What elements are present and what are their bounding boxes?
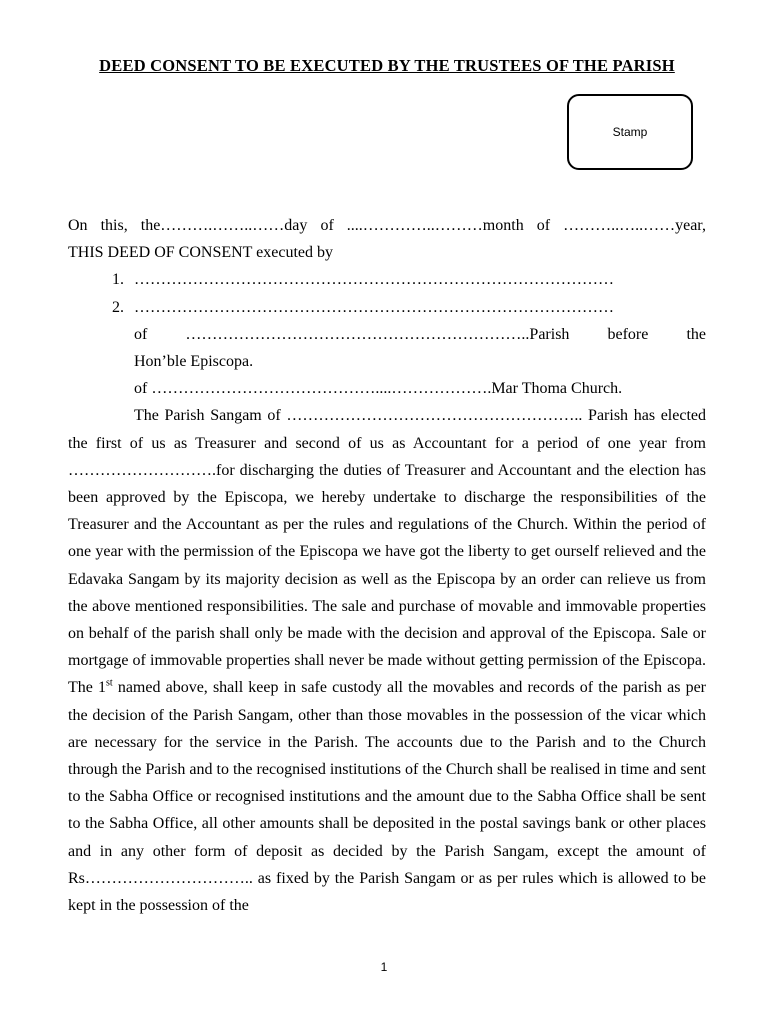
list-item: [68, 294, 706, 321]
list-blank: ………………………………………………………………………………: [134, 298, 614, 316]
document-title: DEED CONSENT TO BE EXECUTED BY THE TRUSTEES OF THE PARISH: [99, 56, 675, 75]
body-paragraph: [68, 402, 706, 919]
list-blank: ………………………………………………………………………………: [134, 271, 614, 289]
list-number: 2.: [112, 298, 124, 316]
paragraph-text-end: named above, shall keep in safe custody all the movables and records of the parish as per the decision of the Parish Sangam, other than those movables in the possession of the vicar which are necessary for the service in the Parish. The accounts due to the Parish and to the Church through the Parish and to the recognised institutions of the Church shall be realised in time and sent to the Sabha Office or recognised institutions and the amount due to the Sabha Office shall be sent to the Sabha Office, all other amounts shall be deposited in the postal savings bank or other places and in any other form of deposit as decided by the Parish Sangam, except the amount of Rs………………………….. as fixed by the Parish Sangam or as per rules which is allowed to be kept in the possession of the: [68, 679, 707, 914]
executed-line: THIS DEED OF CONSENT executed by: [68, 244, 334, 262]
paragraph-text-start: The Parish Sangam of ……………………………………………….. Parish has elected the first of us as Treasurer and second of us as Accountant for a period of one year from ……………………….for discharging the duties of Treasurer and Accountant and the election has been approved by the Episcopa, we hereby undertake to discharge the responsibilities of the Treasurer and the Accountant as per the rules and regulations of the Church. Within the period of one year with the permission of the Episcopa we have got the liberty to get ourself relieved and the Edavaka Sangam by its majority decision as well as the Episcopa by an order can relieve us from the above mentioned responsibilities. The sale and purchase of movable and immovable properties on behalf of the parish shall only be made with the decision and approval of the Episcopa. Sale or mortgage of immovable properties shall never be made without getting permission of the Episcopa. The 1: [68, 407, 706, 697]
stamp-label: Stamp: [612, 125, 648, 139]
of-church-line: of ……………………………………....……………….Mar Thoma Church.: [134, 380, 623, 398]
stamp-box: [567, 94, 693, 170]
of-parish-line: of ………………………………………………………..Parish before the: [134, 325, 706, 343]
list-item: [68, 266, 706, 293]
list-number: 1.: [112, 271, 124, 289]
document-body: [68, 212, 706, 919]
date-line: On this, the……….……..……day of ....…………..………month of ………..…..……year,: [68, 217, 706, 234]
page-number: 1: [380, 960, 388, 974]
honble-line: Hon’ble Episcopa.: [134, 352, 254, 370]
superscript-st: st: [106, 678, 113, 690]
